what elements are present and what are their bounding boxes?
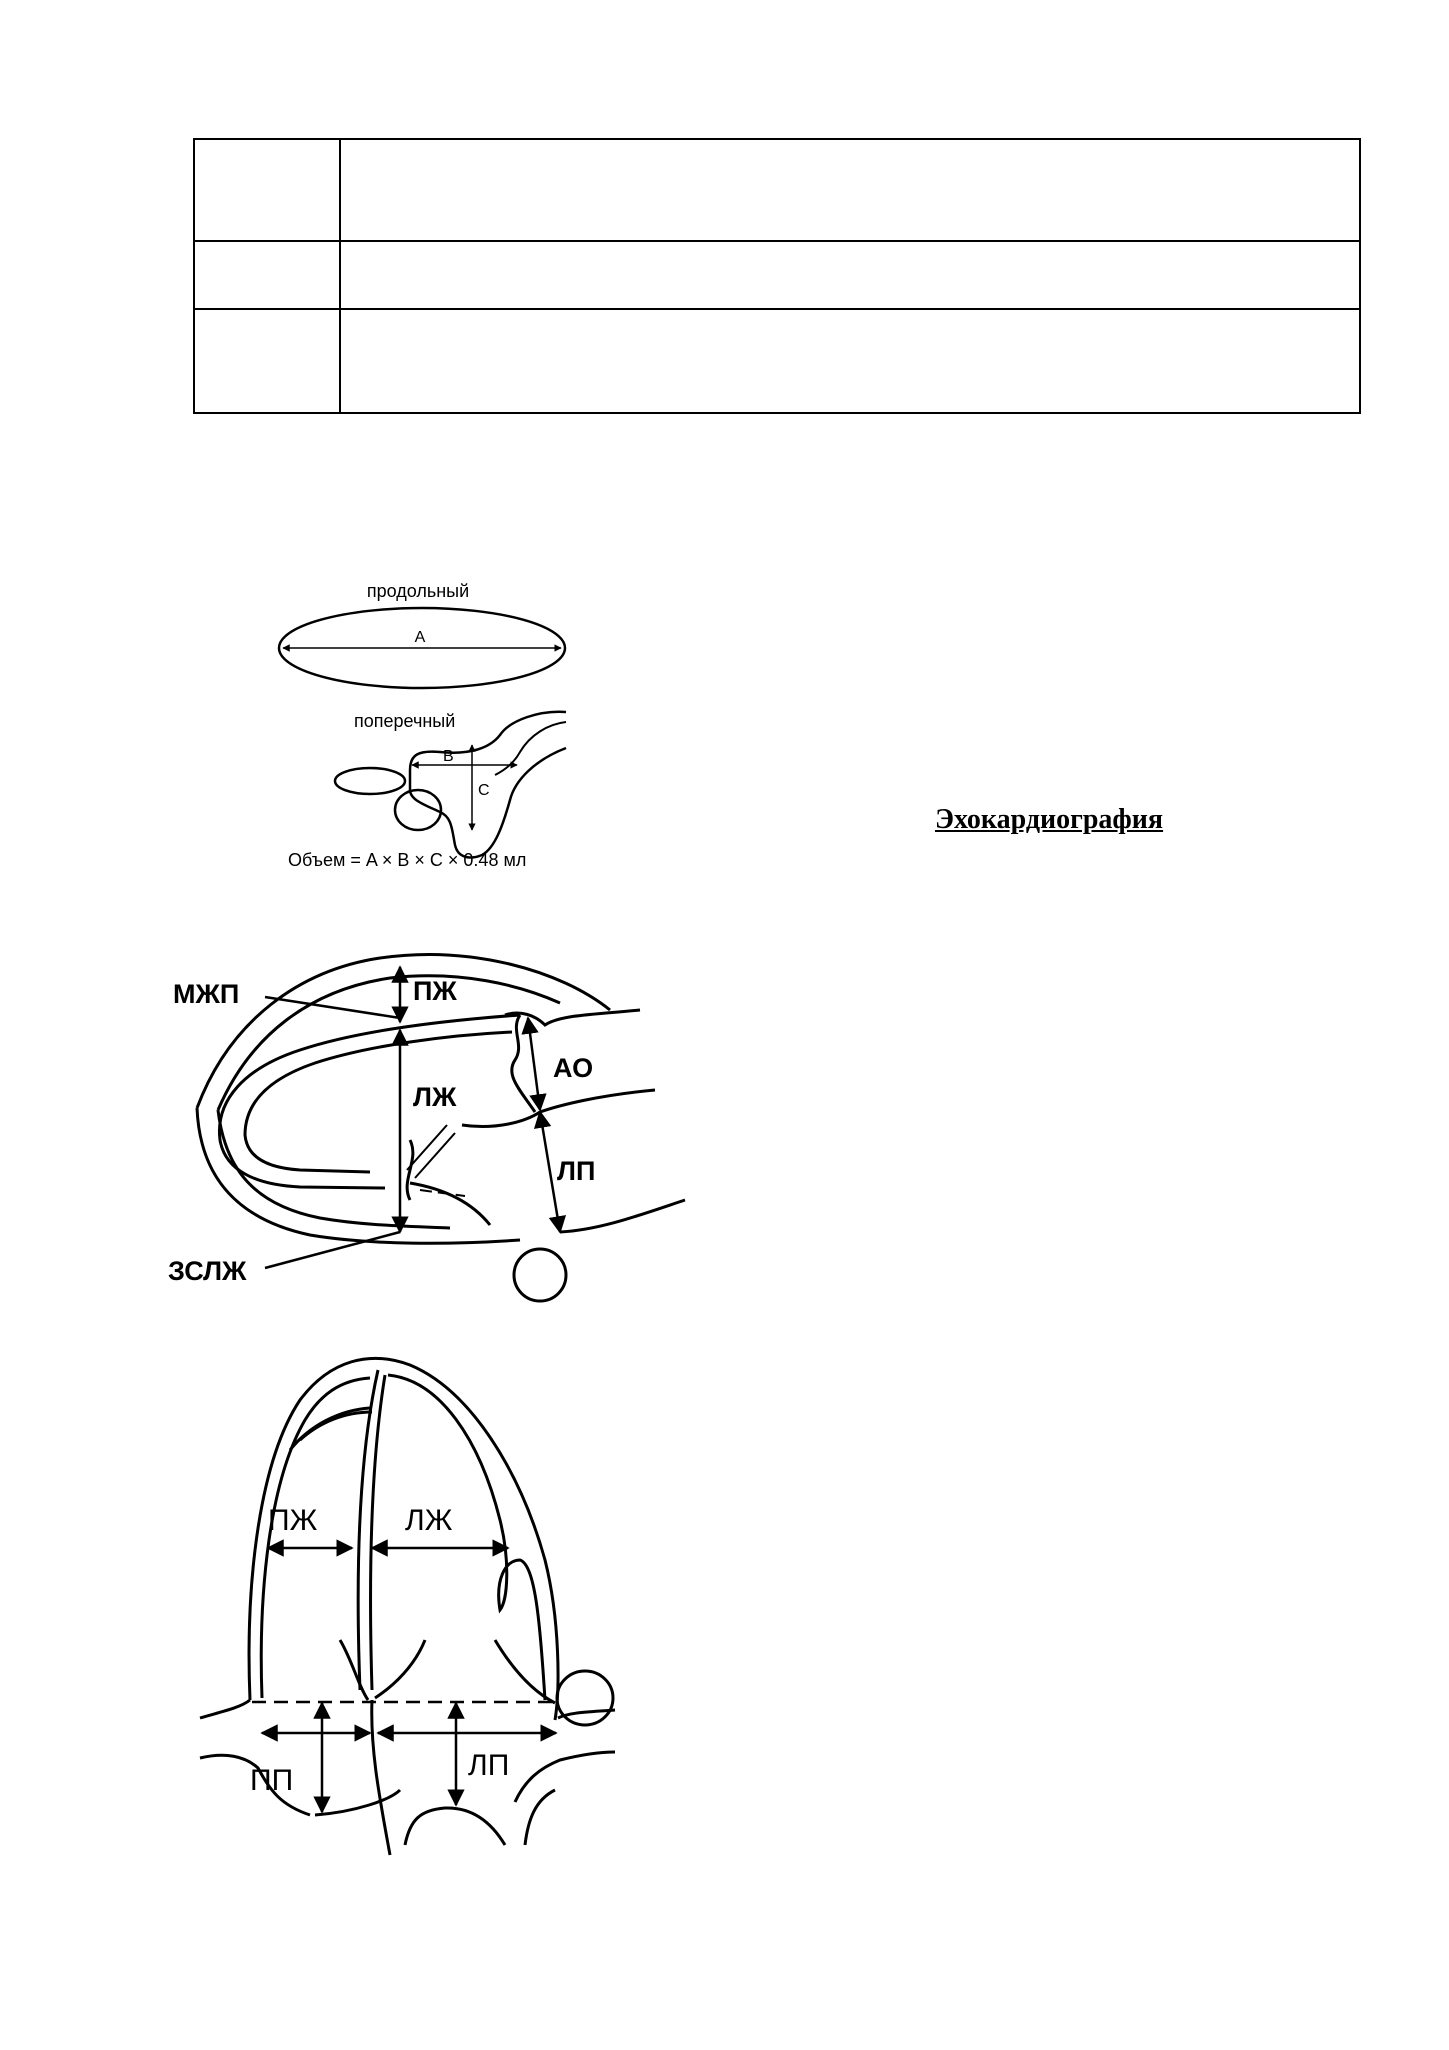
ra-roof (200, 1700, 250, 1718)
ao-label: АО (553, 1053, 594, 1083)
coronary-sinus-outline (557, 1671, 613, 1725)
dimension-a-label: A (414, 629, 426, 646)
ra-floor (315, 1790, 400, 1815)
longitudinal-label: продольный (366, 581, 470, 601)
ivs-left (358, 1370, 378, 1690)
aortic-root-outline (512, 1015, 535, 1112)
trachea-outline (335, 768, 405, 794)
ivs-label: МЖП (173, 979, 240, 1009)
thyroid-volume-figure (279, 581, 566, 870)
apical-four-chamber-figure (200, 1358, 615, 1855)
dimension-b-label: B (443, 748, 454, 765)
rv-label: ПЖ (413, 976, 457, 1006)
interatrial-septum (372, 1700, 390, 1855)
aorta-anterior-wall (505, 1010, 640, 1025)
lv-label: ЛЖ (413, 1082, 457, 1112)
lv-endocardium (245, 1032, 512, 1172)
aorta-dimension-arrow (528, 1018, 540, 1110)
rv-label: ПЖ (268, 1504, 318, 1537)
parasternal-long-axis-figure (168, 955, 685, 1301)
rv-inner-wall (218, 976, 560, 1110)
posterior-wall-inner (218, 1110, 450, 1228)
la-floor (405, 1808, 505, 1845)
aorta-posterior-wall (540, 1090, 655, 1112)
tricuspid-leaflet-left (340, 1640, 368, 1700)
descending-aorta-outline (514, 1249, 566, 1301)
section-heading: Эхокардиография (935, 804, 1164, 835)
mitral-anterior-leaflet (462, 1112, 540, 1127)
ivs-leader-line (265, 997, 400, 1018)
pulmonary-vein (525, 1790, 555, 1845)
pw-label: ЗСЛЖ (168, 1256, 247, 1286)
la-label: ЛП (557, 1156, 596, 1186)
ra-label: ПП (250, 1764, 294, 1797)
volume-formula: Объем = A × B × C × 0.48 мл (288, 850, 527, 870)
la-posterior-wall (560, 1200, 685, 1232)
tricuspid-leaflet-right (375, 1640, 425, 1698)
lv-endocardium (388, 1375, 545, 1700)
la-label: ЛП (468, 1749, 510, 1782)
lv-label: ЛЖ (405, 1504, 453, 1537)
transverse-label: поперечный (354, 711, 456, 731)
ivs-right (371, 1375, 385, 1690)
dimension-c-label: C (478, 782, 490, 799)
la-wall (515, 1752, 615, 1802)
